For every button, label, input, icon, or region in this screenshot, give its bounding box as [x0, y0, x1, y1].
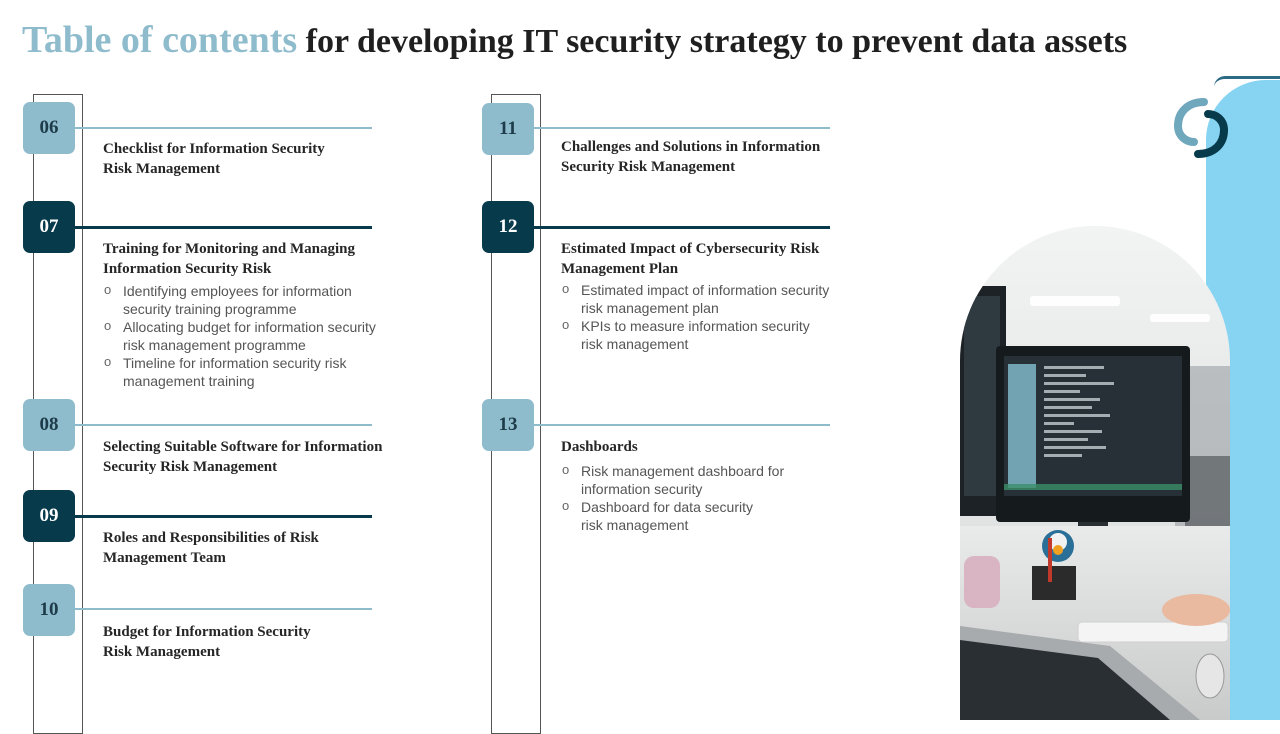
- page-title: [22, 14, 1127, 68]
- divider-12: [533, 226, 830, 229]
- divider-07: [75, 226, 372, 229]
- item-number-07: 07: [23, 201, 75, 253]
- item-heading-09: Roles and Responsibilities of Risk Management Team: [103, 530, 319, 566]
- item-number-06: 06: [23, 102, 75, 154]
- divider-13: [533, 424, 830, 426]
- item-number-10: 10: [23, 584, 75, 636]
- list-item: o Dashboard for data security risk management: [562, 498, 784, 534]
- side-bar-edge: [1214, 76, 1280, 87]
- list-item: o KPIs to measure information security risk management: [562, 317, 829, 353]
- bullet-list-07: [104, 282, 376, 390]
- list-item: o Allocating budget for information security risk management programme: [104, 318, 376, 354]
- item-number-12: 12: [482, 201, 534, 253]
- swirl-logo-icon: [1174, 96, 1228, 160]
- item-heading-11: Challenges and Solutions in Information Security Risk Management: [561, 139, 821, 175]
- item-number-08: 08: [23, 399, 75, 451]
- bullet-list-13: [562, 462, 784, 534]
- item-heading-12: Estimated Impact of Cybersecurity Risk Management Plan: [561, 241, 820, 277]
- divider-10: [75, 608, 372, 610]
- divider-08: [75, 424, 372, 426]
- item-heading-13: Dashboards: [561, 439, 638, 455]
- bullet-list-12: [562, 281, 829, 353]
- item-number-09: 09: [23, 490, 75, 542]
- divider-06: [75, 127, 372, 129]
- item-heading-06: Checklist for Information Security Risk Management: [103, 141, 325, 177]
- item-heading-08: Selecting Suitable Software for Information Security Risk Management: [103, 439, 383, 475]
- list-item: o Risk management dashboard for information security: [562, 462, 784, 498]
- title-accent: Table of contents: [22, 19, 298, 61]
- item-heading-10: Budget for Information Security Risk Management: [103, 624, 311, 660]
- title-rest: for developing IT security strategy to prevent data assets: [305, 23, 1128, 60]
- list-item: o Estimated impact of information security risk management plan: [562, 281, 829, 317]
- list-item: o Identifying employees for information security training programme: [104, 282, 376, 318]
- item-number-13: 13: [482, 399, 534, 451]
- list-item: o Timeline for information security risk management training: [104, 354, 376, 390]
- item-number-11: 11: [482, 103, 534, 155]
- divider-11: [533, 127, 830, 129]
- office-desk-monitors-photo: [960, 226, 1230, 720]
- item-heading-07: Training for Monitoring and Managing Information Security Risk: [103, 241, 355, 277]
- divider-09: [75, 515, 372, 518]
